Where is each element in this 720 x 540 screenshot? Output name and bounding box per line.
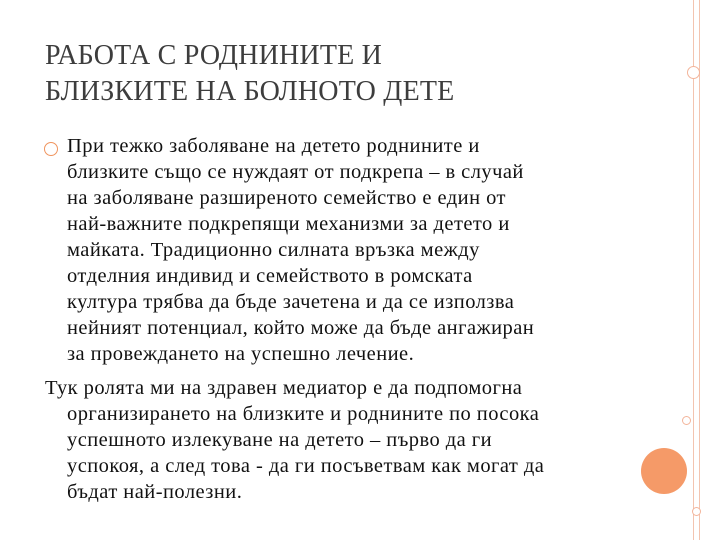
body-paragraph bbox=[45, 375, 645, 505]
slide-title bbox=[45, 38, 665, 110]
decorative-border-line bbox=[699, 0, 700, 540]
bullet-circle-icon bbox=[44, 142, 58, 156]
text-line: организирането на близките и роднините по посока bbox=[67, 403, 540, 425]
text-line: Тук ролята ми на здравен медиатор е да подпомогна bbox=[45, 377, 523, 399]
text-line: успокоя, а след това - да ги посъветвам как могат да bbox=[67, 455, 545, 477]
text-line: успешното излекуване на детето – първо да ги bbox=[67, 429, 493, 451]
title-line: БЛИЗКИТЕ НА БОЛНОТО ДЕТЕ bbox=[45, 76, 455, 107]
text-line: майката. Традиционно силната връзка между bbox=[67, 239, 480, 261]
decorative-circle-icon bbox=[687, 66, 700, 79]
text-line: на заболяване разширеното семейство е един от bbox=[67, 187, 506, 209]
text-line: най-важните подкрепящи механизми за детето и bbox=[67, 213, 510, 235]
text-line: При тежко заболяване на детето роднините и bbox=[67, 135, 480, 157]
text-line: за провеждането на успешно лечение. bbox=[67, 343, 415, 365]
decorative-border-line bbox=[693, 0, 694, 540]
decorative-filled-circle-icon bbox=[641, 448, 687, 494]
text-line: нейният потенциал, който може да бъде ангажиран bbox=[67, 317, 535, 339]
text-line: близките също се нуждаят от подкрепа – в случай bbox=[67, 161, 524, 183]
title-line: РАБОТА С РОДНИНИТЕ И bbox=[45, 40, 383, 71]
text-line: култура трябва да бъде зачетена и да се използва bbox=[67, 291, 515, 313]
bullet-paragraph bbox=[67, 133, 647, 367]
text-line: бъдат най-полезни. bbox=[67, 481, 243, 503]
text-line: отделния индивид и семейството в ромската bbox=[67, 265, 473, 287]
decorative-circle-icon bbox=[682, 416, 691, 425]
decorative-circle-icon bbox=[692, 507, 701, 516]
